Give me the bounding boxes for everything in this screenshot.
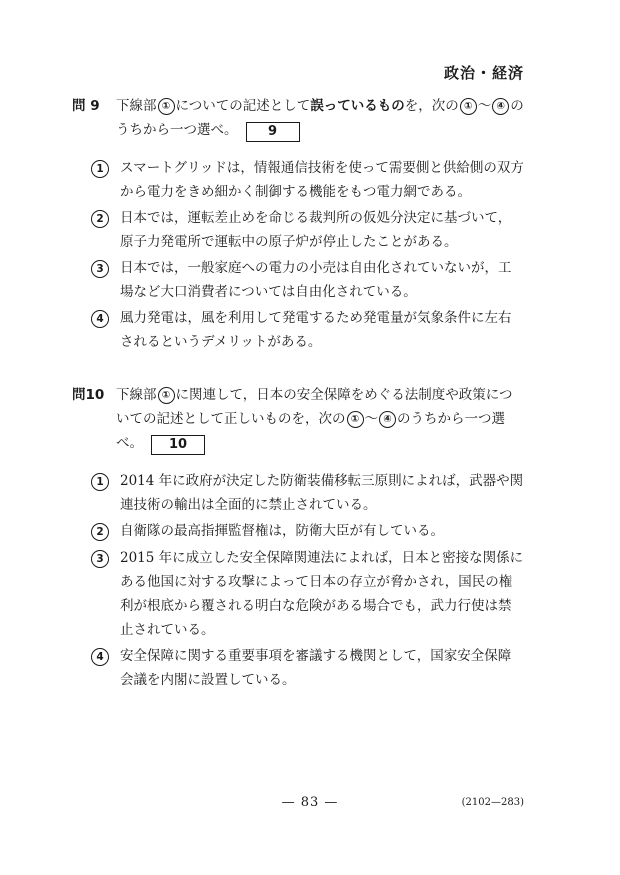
underline-ref-marker: ①: [158, 387, 175, 404]
choice-marker-wrap: [90, 156, 120, 204]
choice-marker-wrap: [90, 519, 120, 544]
page-number: — 83 —: [281, 795, 339, 810]
question-text: [116, 94, 524, 142]
choice-list: [90, 469, 524, 692]
choice-item[interactable]: [90, 546, 524, 642]
choice-marker-wrap: [90, 469, 120, 517]
question-stem: [72, 383, 524, 455]
choice-item[interactable]: [90, 156, 524, 204]
choice-marker: 3: [91, 550, 109, 568]
choice-text: 自衛隊の最高指揮監督権は，防衛大臣が有している。: [120, 523, 444, 539]
choice-item[interactable]: [90, 256, 524, 304]
stem-part: を，次の: [404, 98, 459, 114]
emphasis-text: 誤っているもの: [310, 98, 405, 114]
question-stem: [72, 94, 524, 142]
choice-item[interactable]: [90, 306, 524, 354]
choice-marker-wrap: [90, 306, 120, 354]
question-number: 問 9: [72, 98, 100, 114]
choice-text: 安全保障に関する重要事項を審議する機関として，国家安全保障会議を内閣に設置している。: [120, 648, 512, 688]
choice-text: 風力発電は，風を利用して発電するため発電量が気象条件に左右されるというデメリットがある。: [120, 310, 512, 350]
choice-item[interactable]: [90, 469, 524, 517]
choice-text: 日本では，一般家庭への電力の小売は自由化されていないが，工場など大口消費者については自由化されている。: [120, 260, 512, 300]
choice-marker: 2: [91, 523, 109, 541]
answer-box[interactable]: 10: [151, 435, 205, 455]
choice-text: 2015 年に成立した安全保障関連法によれば，日本と密接な関係にある他国に対する攻撃によって日本の存立が脅かされ，国民の権利が根底から覆される明白な危険がある場合でも，武力行使は禁止されている。: [120, 550, 524, 638]
choice-text: 日本では，運転差止めを命じる裁判所の仮処分決定に基づいて，原子力発電所で運転中の原子炉が停止したことがある。: [120, 210, 512, 250]
answer-box[interactable]: 9: [246, 122, 300, 142]
stem-part: についての記述として: [175, 98, 311, 114]
question-10: [72, 383, 524, 694]
stem-part: のうちから一つ選べ。: [116, 98, 524, 138]
stem-part: ～: [364, 411, 378, 427]
underline-ref-marker: ①: [158, 98, 175, 115]
question-text: [116, 383, 524, 455]
choice-list: [90, 156, 524, 354]
question-number: 問10: [72, 387, 105, 403]
choice-range-end: ④: [492, 98, 509, 115]
choice-marker: 2: [91, 210, 109, 228]
choice-range-end: ④: [379, 411, 396, 428]
stem-part: 下線部: [116, 98, 157, 114]
choice-marker-wrap: [90, 644, 120, 692]
choice-text: 2014 年に政府が決定した防衛装備移転三原則によれば，武器や関連技術の輸出は全面的に禁止されている。: [120, 473, 524, 513]
choice-item[interactable]: [90, 206, 524, 254]
document-code: (2102—283): [461, 797, 524, 808]
question-9: [72, 94, 524, 356]
choice-item[interactable]: [90, 519, 524, 544]
choice-marker: 1: [91, 160, 109, 178]
stem-part: のうちから一つ選べ。: [116, 411, 505, 451]
choice-marker: 4: [91, 310, 109, 328]
choice-text: スマートグリッドは，情報通信技術を使って需要側と供給側の双方から電力をきめ細かく制御する機能をもつ電力網である。: [120, 160, 524, 200]
choice-marker: 3: [91, 260, 109, 278]
choice-marker: 4: [91, 648, 109, 666]
subject-heading: 政治・経済: [443, 64, 524, 82]
choice-marker-wrap: [90, 546, 120, 642]
stem-part: に関連して，日本の安全保障をめぐる法制度や政策についての記述として正しいものを，次の: [116, 387, 513, 427]
choice-marker-wrap: [90, 256, 120, 304]
choice-item[interactable]: [90, 644, 524, 692]
choice-marker: 1: [91, 473, 109, 491]
stem-part: ～: [477, 98, 492, 114]
choice-range-start: ①: [347, 411, 364, 428]
choice-range-start: ①: [460, 98, 477, 115]
choice-marker-wrap: [90, 206, 120, 254]
stem-part: 下線部: [116, 387, 157, 403]
